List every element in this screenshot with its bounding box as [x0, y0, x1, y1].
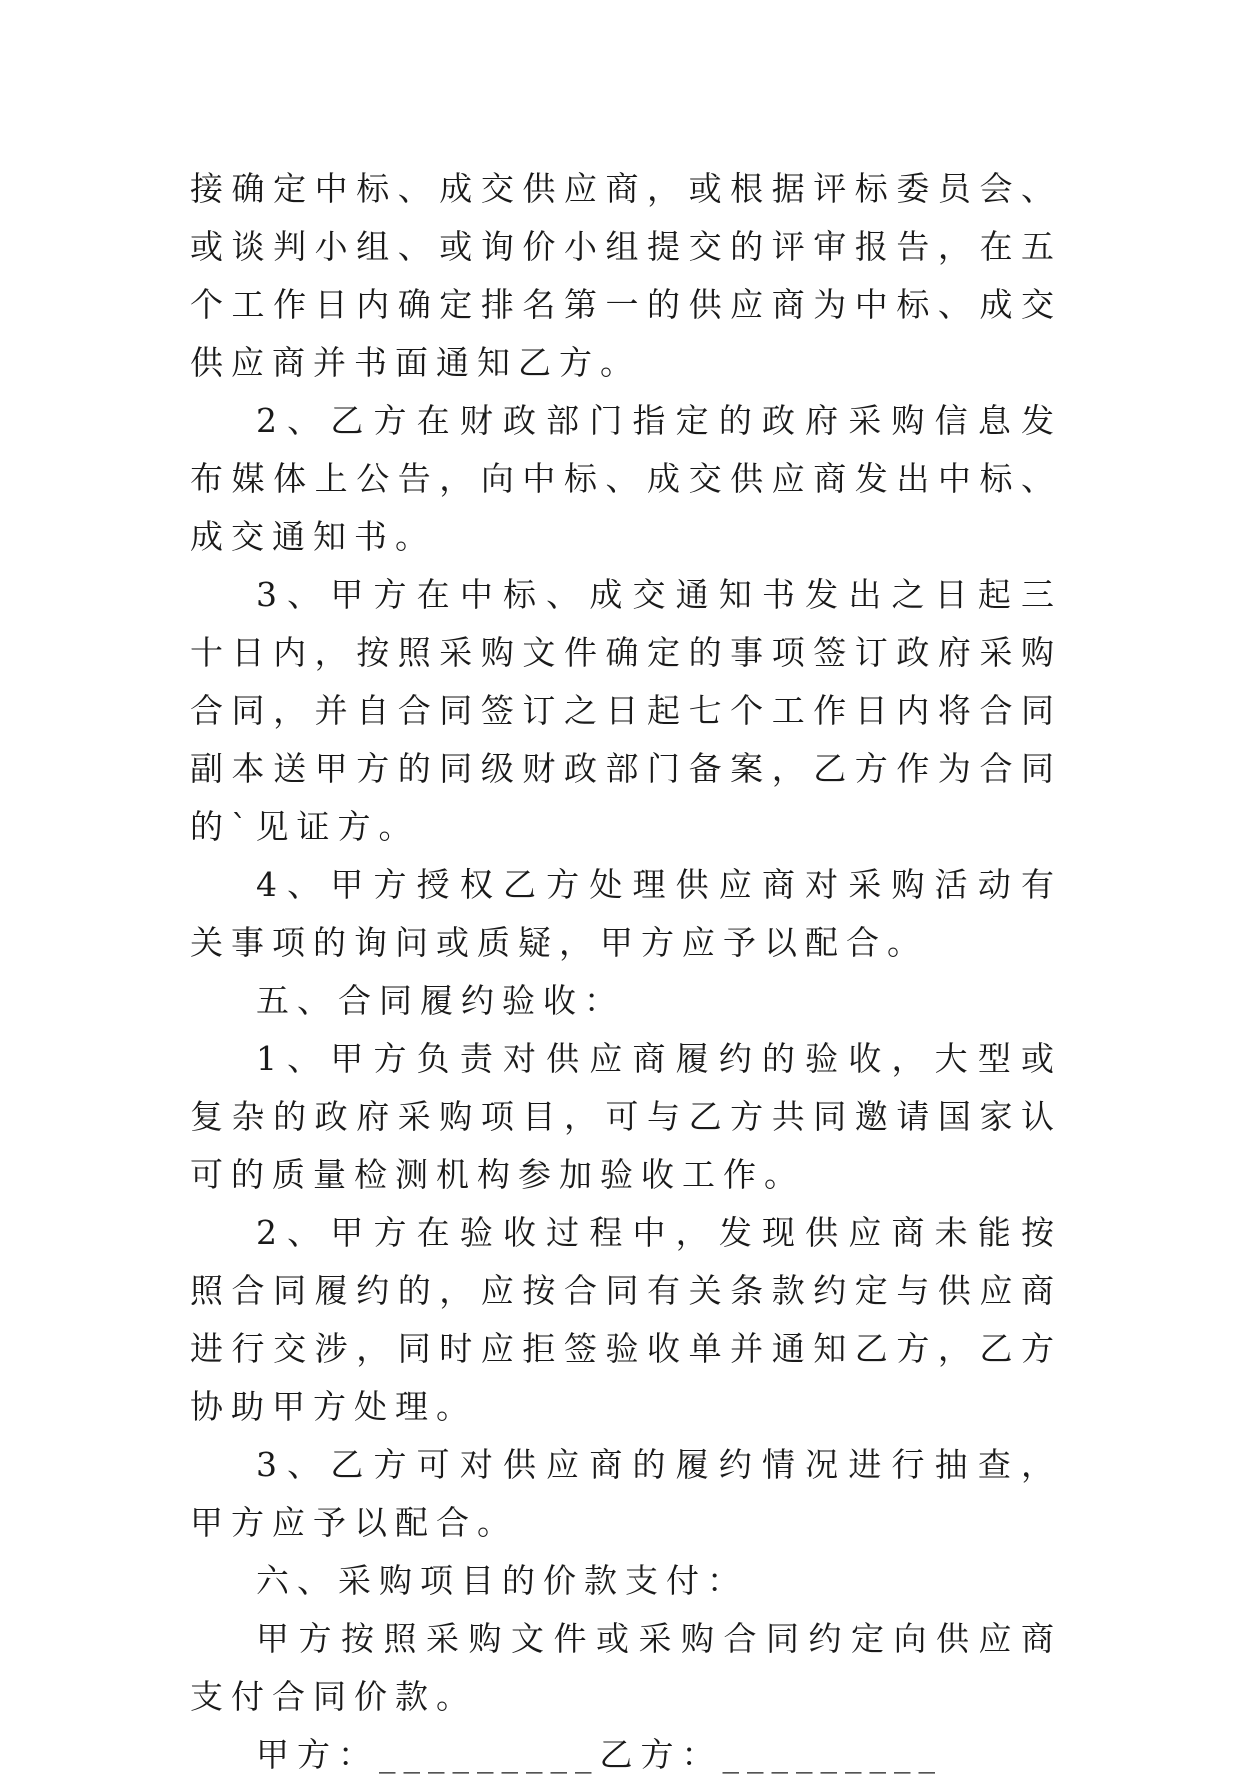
section-heading-5: 五、合同履约验收： [256, 981, 625, 1020]
signature-line: 甲方：_________乙方：_________ [256, 1735, 943, 1774]
paragraph-4: 4、甲方授权乙方处理供应商对采购活动有关事项的询问或质疑，甲方应予以配合。 [190, 865, 1062, 962]
paragraph-2: 2、乙方在财政部门指定的政府采购信息发布媒体上公告，向中标、成交供应商发出中标、成交通知书。 [190, 401, 1062, 556]
paragraph-5-1: 1、甲方负责对供应商履约的验收，大型或复杂的政府采购项目，可与乙方共同邀请国家认可的质量检测机构参加验收工作。 [190, 1039, 1062, 1194]
paragraph-1: 接确定中标、成交供应商，或根据评标委员会、或谈判小组、或询价小组提交的评审报告，在五个工作日内确定排名第一的供应商为中标、成交供应商并书面通知乙方。 [190, 169, 1062, 382]
paragraph-5-2: 2、甲方在验收过程中，发现供应商未能按照合同履约的，应按合同有关条款约定与供应商进行交涉，同时应拒签验收单并通知乙方，乙方协助甲方处理。 [190, 1213, 1062, 1426]
paragraph-3: 3、甲方在中标、成交通知书发出之日起三十日内，按照采购文件确定的事项签订政府采购合同，并自合同签订之日起七个工作日内将合同副本送甲方的同级财政部门备案，乙方作为合同的`见证方。 [190, 575, 1062, 846]
paragraph-6-1: 甲方按照采购文件或采购合同约定向供应商支付合同价款。 [190, 1619, 1062, 1716]
document-body [190, 160, 1062, 1784]
section-heading-6: 六、采购项目的价款支付： [256, 1561, 748, 1600]
paragraph-5-3: 3、乙方可对供应商的履约情况进行抽查，甲方应予以配合。 [190, 1445, 1062, 1542]
